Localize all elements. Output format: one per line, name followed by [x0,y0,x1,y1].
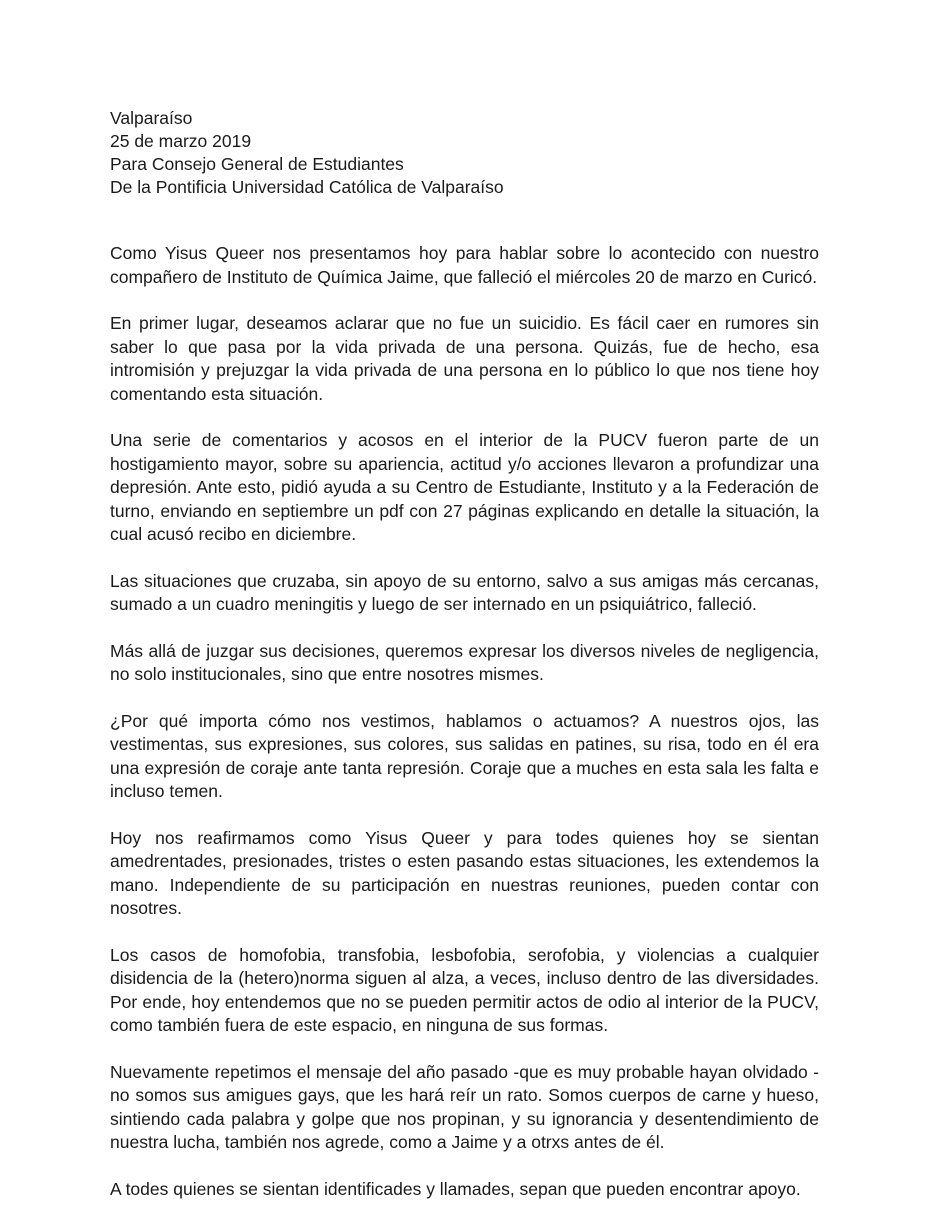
paragraph-situations: Las situaciones que cruzaba, sin apoyo de su entorno, salvo a sus amigas más cercanas, sumado a un cuadro meningitis y luego de ser internado en un psiquiátrico, falleció. [110,570,819,614]
letter-header [110,107,819,199]
paragraph-phobias: Los casos de homofobia, transfobia, lesbofobia, serofobia, y violencias a cualquier disidencia de la (hetero)norma siguen al alza, a veces, incluso dentro de las diversidades. Por ende, hoy entendemos que no se pueden permitir actos de odio al interior de la PUCV, como también fuera de este espacio, en ninguna de sus formas. [110,944,819,1035]
letter-body [110,242,819,1201]
letter-recipient-line-1: Para Consejo General de Estudiantes [110,154,404,174]
paragraph-harassment: Una serie de comentarios y acosos en el interior de la PUCV fueron parte de un hostigamiento mayor, sobre su apariencia, actitud y/o acciones llevaron a profundizar una depresión. Ante esto, pidió ayuda a su Centro de Estudiante, Instituto y a la Federación de turno, enviando en septiembre un pdf con 27 páginas explicando en detalle la situación, la cual acusó recibo en diciembre. [110,430,819,544]
paragraph-closing: A todes quienes se sientan identificades y llamades, sepan que pueden encontrar apoyo. [110,1178,801,1199]
paragraph-introduction: Como Yisus Queer nos presentamos hoy para hablar sobre lo acontecido con nuestro compañero de Instituto de Química Jaime, que falleció el miércoles 20 de marzo en Curicó. [110,243,819,287]
paragraph-negligence: Más allá de juzgar sus decisiones, queremos expresar los diversos niveles de negligencia, no solo institucionales, sino que entre nosotres mismes. [110,640,819,684]
letter-page [110,107,819,1224]
letter-date: 25 de marzo 2019 [110,131,252,151]
letter-recipient-line-2: De la Pontificia Universidad Católica de Valparaíso [110,177,504,197]
paragraph-message: Nuevamente repetimos el mensaje del año pasado -que es muy probable hayan olvidado - no somos sus amigues gays, que les hará reír un rato. Somos cuerpos de carne y hueso, sintiendo cada palabra y golpe que nos propinan, y su ignorancia y desentendimiento de nuestra lucha, también nos agrede, como a Jaime y a otrxs antes de él. [110,1061,819,1152]
letter-place: Valparaíso [110,108,193,128]
paragraph-reaffirmation: Hoy nos reafirmamos como Yisus Queer y para todes quienes hoy se sientan amedrentades, presionades, tristes o esten pasando estas situaciones, les extendemos la mano. Independiente de su participación en nuestras reuniones, pueden contar con nosotres. [110,827,819,918]
paragraph-expression: ¿Por qué importa cómo nos vestimos, hablamos o actuamos? A nuestros ojos, las vestimentas, sus expresiones, sus colores, sus salidas en patines, su risa, todo en él era una expresión de coraje ante tanta represión. Coraje que a muches en esta sala les falta e incluso temen. [110,710,819,801]
paragraph-clarification: En primer lugar, deseamos aclarar que no fue un suicidio. Es fácil caer en rumores sin saber lo que pasa por la vida privada de una persona. Quizás, fue de hecho, esa intromisión y prejuzgar la vida privada de una persona en lo público lo que nos tiene hoy comentando esta situación. [110,313,819,404]
